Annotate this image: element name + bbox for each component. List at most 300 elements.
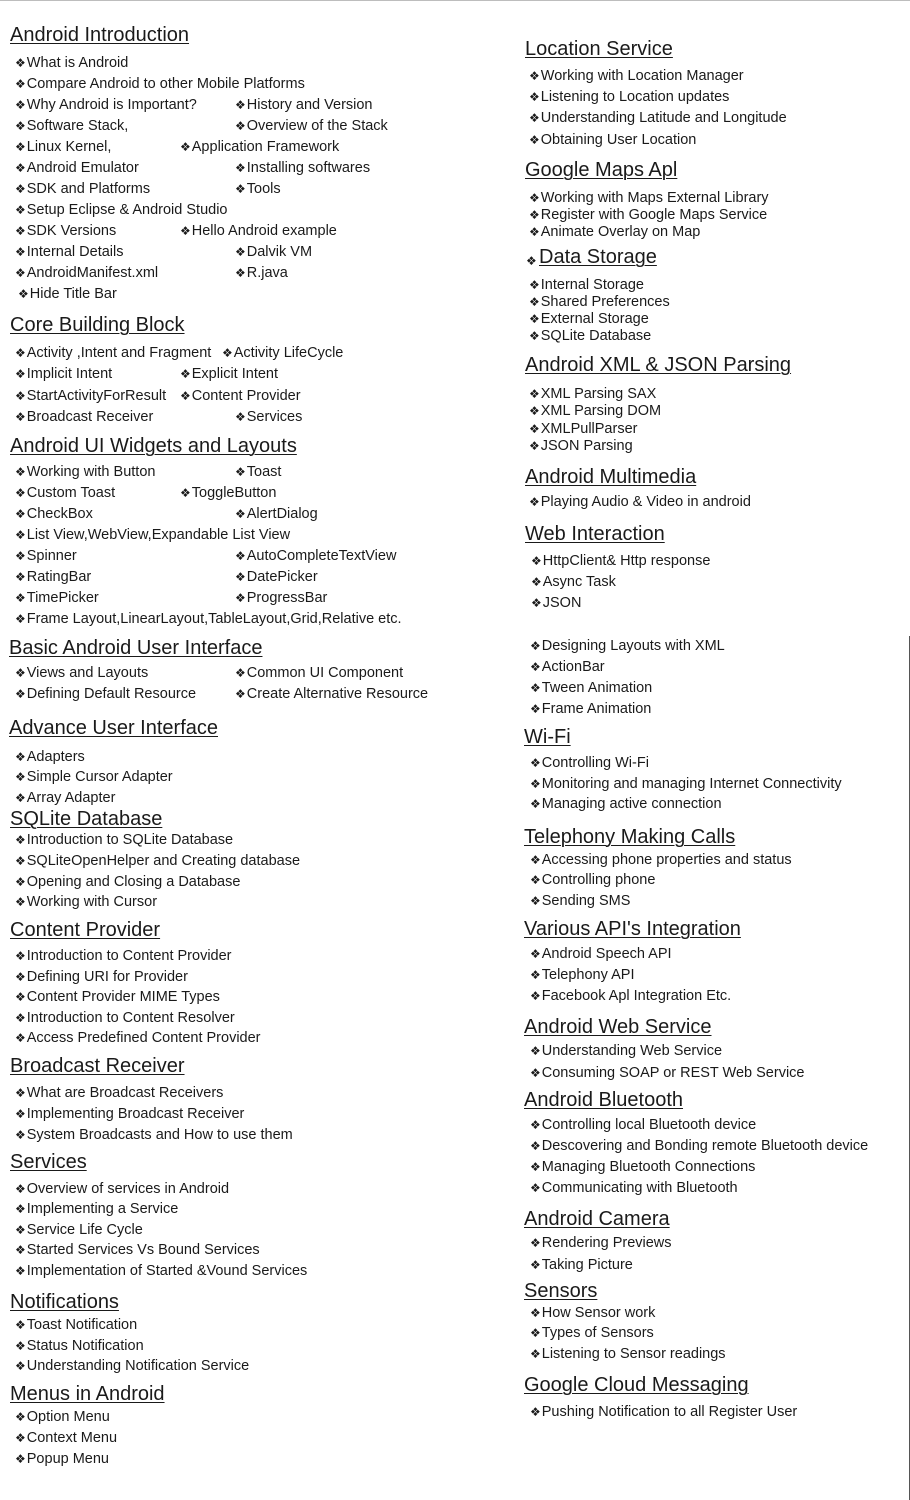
topic-item [530, 1137, 868, 1155]
topic-label: Hello Android example [191, 223, 337, 239]
topic-item [235, 505, 318, 523]
topic-label: Descovering and Bonding remote Bluetooth device [541, 1138, 869, 1154]
section-heading: Content Provider [10, 919, 161, 941]
topic-item [531, 573, 616, 591]
bullet-icon: ❖ [15, 507, 26, 521]
bullet-icon: ❖ [15, 1452, 26, 1466]
bullet-icon: ❖ [15, 119, 26, 133]
bullet-icon: ❖ [15, 266, 26, 280]
topic-label: Animate Overlay on Map [540, 224, 701, 240]
topic-item [530, 987, 731, 1005]
topic-label: History and Version [246, 97, 373, 113]
bullet-icon: ❖ [235, 410, 246, 424]
topic-label: XML Parsing SAX [540, 386, 657, 402]
topic-item [15, 589, 99, 607]
topic-label: AlertDialog [246, 506, 318, 522]
section-heading: Telephony Making Calls [524, 826, 736, 848]
topic-item [15, 547, 77, 565]
topic-item [529, 493, 751, 511]
bullet-icon: ❖ [530, 1066, 541, 1080]
topic-item [15, 408, 153, 426]
topic-label: Working with Location Manager [540, 68, 744, 84]
bullet-icon: ❖ [529, 439, 540, 453]
topic-item [529, 67, 744, 85]
bullet-icon: ❖ [235, 570, 246, 584]
bullet-icon: ❖ [180, 224, 191, 238]
topic-label: Content Provider [191, 388, 301, 404]
bullet-icon: ❖ [15, 224, 26, 238]
topic-label: JSON Parsing [540, 438, 633, 454]
topic-item [530, 795, 722, 813]
topic-item [180, 387, 301, 405]
bullet-icon: ❖ [15, 1182, 26, 1196]
topic-label: Why Android is Important? [26, 97, 197, 113]
topic-label: Activity ,Intent and Fragment [26, 345, 212, 361]
topic-label: Telephony API [541, 967, 635, 983]
topic-label: TimePicker [26, 590, 99, 606]
topic-item [15, 1126, 293, 1144]
bullet-icon: ❖ [15, 528, 26, 542]
topic-item [530, 637, 725, 655]
bullet-icon: ❖ [15, 687, 26, 701]
topic-label: Introduction to Content Provider [26, 948, 232, 964]
topic-label: Service Life Cycle [26, 1222, 143, 1238]
topic-item [529, 402, 661, 420]
section-heading: Wi-Fi [524, 726, 571, 748]
topic-label: Software Stack, [26, 118, 129, 134]
topic-item [235, 180, 281, 198]
bullet-icon: ❖ [529, 422, 540, 436]
bullet-icon: ❖ [529, 133, 540, 147]
topic-item [530, 754, 649, 772]
topic-item [530, 1256, 633, 1274]
bullet-icon: ❖ [531, 575, 542, 589]
topic-label: What is Android [26, 55, 129, 71]
bullet-icon: ❖ [15, 161, 26, 175]
topic-label: Understanding Latitude and Longitude [540, 110, 787, 126]
section-heading: Notifications [10, 1291, 119, 1313]
topic-item [529, 385, 656, 403]
topic-item [15, 96, 197, 114]
topic-label: SDK Versions [26, 223, 117, 239]
topic-item [15, 610, 402, 628]
topic-item [15, 1105, 244, 1123]
top-divider [0, 0, 910, 1]
topic-label: AndroidManifest.xml [26, 265, 159, 281]
topic-item [15, 365, 112, 383]
topic-item [529, 293, 670, 311]
topic-item [180, 138, 339, 156]
bullet-icon: ❖ [530, 1405, 541, 1419]
topic-label: SDK and Platforms [26, 181, 151, 197]
bullet-icon: ❖ [15, 1243, 26, 1257]
topic-item [529, 420, 637, 438]
section-heading: Android UI Widgets and Layouts [10, 435, 297, 457]
topic-item [235, 243, 312, 261]
topic-item [15, 344, 211, 362]
topic-item [15, 1337, 144, 1355]
section-heading: Google Cloud Messaging [524, 1374, 749, 1396]
topic-label: Managing Bluetooth Connections [541, 1159, 756, 1175]
topic-label: Hide Title Bar [29, 286, 117, 302]
bullet-icon: ❖ [530, 947, 541, 961]
bullet-icon: ❖ [235, 549, 246, 563]
bullet-icon: ❖ [15, 1318, 26, 1332]
topic-label: Opening and Closing a Database [26, 874, 241, 890]
bullet-icon: ❖ [15, 140, 26, 154]
topic-label: R.java [246, 265, 288, 281]
bullet-icon: ❖ [529, 387, 540, 401]
section-heading: Google Maps Apl [525, 159, 678, 181]
topic-label: SQLiteOpenHelper and Creating database [26, 853, 301, 869]
bullet-icon: ❖ [15, 203, 26, 217]
bullet-icon: ❖ [15, 612, 26, 626]
topic-item [15, 484, 115, 502]
topic-item [15, 387, 166, 405]
bullet-icon: ❖ [530, 1258, 541, 1272]
bullet-icon: ❖ [15, 854, 26, 868]
topic-item [530, 775, 842, 793]
topic-label: Understanding Web Service [541, 1043, 723, 1059]
topic-label: Controlling phone [541, 872, 656, 888]
bullet-icon: ❖ [530, 1160, 541, 1174]
topic-item [530, 679, 652, 697]
topic-item [235, 117, 388, 135]
bullet-icon: ❖ [15, 346, 26, 360]
bullet-icon: ❖ [235, 98, 246, 112]
bullet-icon: ❖ [15, 486, 26, 500]
topic-item [235, 264, 288, 282]
section-heading: Android Web Service [524, 1016, 712, 1038]
topic-item [15, 138, 111, 156]
topic-label: Facebook Apl Integration Etc. [541, 988, 732, 1004]
topic-item [235, 589, 327, 607]
bullet-icon: ❖ [15, 410, 26, 424]
topic-label: Tween Animation [541, 680, 653, 696]
topic-item [530, 892, 630, 910]
topic-item [15, 1357, 249, 1375]
bullet-icon: ❖ [529, 404, 540, 418]
section-heading: Menus in Android [10, 1383, 165, 1405]
topic-label: Status Notification [26, 1338, 144, 1354]
topic-item [530, 700, 651, 718]
section-heading: Android Multimedia [525, 466, 697, 488]
bullet-icon: ❖ [529, 495, 540, 509]
topic-item [235, 159, 370, 177]
topic-item [529, 327, 651, 345]
topic-label: Managing active connection [541, 796, 722, 812]
bullet-icon: ❖ [530, 873, 541, 887]
bullet-icon: ❖ [15, 182, 26, 196]
topic-item [15, 893, 157, 911]
bullet-icon: ❖ [180, 367, 191, 381]
bullet-icon: ❖ [235, 266, 246, 280]
topic-item [222, 344, 343, 362]
topic-label: Rendering Previews [541, 1235, 672, 1251]
topic-label: Toast [246, 464, 282, 480]
topic-label: StartActivityForResult [26, 388, 167, 404]
topic-item [15, 748, 85, 766]
bullet-icon: ❖ [530, 660, 541, 674]
topic-label: Popup Menu [26, 1451, 109, 1467]
topic-label: Implementation of Started &Vound Services [26, 1263, 308, 1279]
bullet-icon: ❖ [531, 554, 542, 568]
section-heading: Android Introduction [10, 24, 190, 46]
topic-item [529, 189, 769, 207]
topic-item [530, 1234, 672, 1252]
topic-label: Frame Animation [541, 701, 652, 717]
bullet-icon: ❖ [15, 465, 26, 479]
topic-item [529, 276, 644, 294]
topic-label: Obtaining User Location [540, 132, 697, 148]
topic-label: Installing softwares [246, 160, 371, 176]
topic-item [15, 1200, 178, 1218]
topic-item [180, 484, 276, 502]
topic-label: Register with Google Maps Service [540, 207, 768, 223]
section-heading: Android Camera [524, 1208, 670, 1230]
bullet-icon: ❖ [15, 875, 26, 889]
topic-item [15, 873, 240, 891]
topic-label: Taking Picture [541, 1257, 633, 1273]
bullet-icon: ❖ [15, 77, 26, 91]
topic-label: Internal Storage [540, 277, 644, 293]
section-heading: Sensors [524, 1280, 598, 1302]
topic-label: Views and Layouts [26, 665, 149, 681]
bullet-icon: ❖ [530, 639, 541, 653]
topic-label: Android Speech API [541, 946, 672, 962]
bullet-icon: ❖ [235, 666, 246, 680]
topic-label: Defining Default Resource [26, 686, 197, 702]
topic-item [15, 159, 139, 177]
section-heading: Location Service [525, 38, 673, 60]
topic-item [235, 664, 403, 682]
topic-item [235, 685, 428, 703]
bullet-icon: ❖ [15, 1128, 26, 1142]
topic-item [15, 968, 188, 986]
topic-item [15, 1450, 109, 1468]
topic-item [15, 526, 290, 544]
bullet-icon: ❖ [15, 591, 26, 605]
topic-item [235, 547, 396, 565]
topic-item [530, 658, 605, 676]
bullet-icon: ❖ [530, 1118, 541, 1132]
bullet-icon: ❖ [530, 756, 541, 770]
bullet-icon: ❖ [180, 389, 191, 403]
topic-label: Services [246, 409, 303, 425]
topic-label: External Storage [540, 311, 649, 327]
bullet-icon: ❖ [15, 1031, 26, 1045]
bullet-icon: ❖ [235, 591, 246, 605]
bullet-icon: ❖ [18, 287, 29, 301]
bullet-icon: ❖ [15, 990, 26, 1004]
bullet-icon: ❖ [526, 254, 537, 268]
topic-label: Implicit Intent [26, 366, 113, 382]
topic-item [531, 594, 581, 612]
bullet-icon: ❖ [15, 1086, 26, 1100]
topic-item [180, 222, 337, 240]
topic-label: Implementing Broadcast Receiver [26, 1106, 245, 1122]
topic-label: Broadcast Receiver [26, 409, 154, 425]
bullet-icon: ❖ [530, 1347, 541, 1361]
topic-item [15, 852, 300, 870]
topic-label: JSON [542, 595, 582, 611]
bullet-icon: ❖ [15, 1431, 26, 1445]
bullet-icon: ❖ [530, 1139, 541, 1153]
topic-label: XML Parsing DOM [540, 403, 662, 419]
topic-item [529, 223, 700, 241]
topic-label: Working with Maps External Library [540, 190, 769, 206]
bullet-icon: ❖ [530, 968, 541, 982]
topic-label: Simple Cursor Adapter [26, 769, 173, 785]
topic-item [15, 180, 150, 198]
topic-label: Playing Audio & Video in android [540, 494, 751, 510]
topic-item [15, 1029, 261, 1047]
bullet-icon: ❖ [529, 329, 540, 343]
bullet-icon: ❖ [15, 367, 26, 381]
bullet-icon: ❖ [15, 98, 26, 112]
topic-item [530, 1064, 805, 1082]
section-heading: Broadcast Receiver [10, 1055, 185, 1077]
topic-label: Async Task [542, 574, 616, 590]
topic-item [15, 685, 196, 703]
topic-item [15, 75, 305, 93]
topic-label: Pushing Notification to all Register User [541, 1404, 798, 1420]
bullet-icon: ❖ [15, 895, 26, 909]
topic-label: Option Menu [26, 1409, 110, 1425]
topic-item [235, 463, 281, 481]
bullet-icon: ❖ [530, 797, 541, 811]
topic-item [15, 1009, 235, 1027]
topic-item [530, 1345, 726, 1363]
bullet-icon: ❖ [15, 770, 26, 784]
topic-label: Linux Kernel, [26, 139, 112, 155]
section-heading: Basic Android User Interface [9, 637, 263, 659]
topic-label: Sending SMS [541, 893, 631, 909]
topic-item [530, 1304, 655, 1322]
section-heading: Advance User Interface [9, 717, 218, 739]
topic-label: Introduction to SQLite Database [26, 832, 234, 848]
topic-item [15, 463, 155, 481]
bullet-icon: ❖ [235, 161, 246, 175]
topic-label: Listening to Sensor readings [541, 1346, 726, 1362]
topic-item [530, 851, 792, 869]
bullet-icon: ❖ [15, 949, 26, 963]
topic-item [180, 365, 278, 383]
topic-item [15, 988, 220, 1006]
bullet-icon: ❖ [15, 56, 26, 70]
topic-label: CheckBox [26, 506, 93, 522]
topic-label: Implementing a Service [26, 1201, 179, 1217]
bullet-icon: ❖ [15, 1264, 26, 1278]
topic-label: Understanding Notification Service [26, 1358, 250, 1374]
topic-label: ActionBar [541, 659, 605, 675]
bullet-icon: ❖ [529, 90, 540, 104]
bullet-icon: ❖ [15, 791, 26, 805]
topic-label: Toast Notification [26, 1317, 138, 1333]
topic-item [529, 109, 787, 127]
topic-item [15, 243, 123, 261]
bullet-icon: ❖ [15, 1359, 26, 1373]
bullet-icon: ❖ [180, 140, 191, 154]
bullet-icon: ❖ [235, 245, 246, 259]
bullet-icon: ❖ [15, 1410, 26, 1424]
topic-label: Communicating with Bluetooth [541, 1180, 738, 1196]
bullet-icon: ❖ [15, 1011, 26, 1025]
topic-label: Accessing phone properties and status [541, 852, 792, 868]
bullet-icon: ❖ [15, 549, 26, 563]
topic-label: Working with Button [26, 464, 156, 480]
bullet-icon: ❖ [235, 465, 246, 479]
topic-label: XMLPullParser [540, 421, 638, 437]
topic-item [235, 408, 302, 426]
topic-label: Listening to Location updates [540, 89, 730, 105]
bullet-icon: ❖ [530, 1181, 541, 1195]
bullet-icon: ❖ [530, 1326, 541, 1340]
topic-item [530, 1116, 756, 1134]
topic-item [15, 201, 227, 219]
bullet-icon: ❖ [15, 1107, 26, 1121]
topic-item [15, 117, 128, 135]
topic-item [235, 96, 373, 114]
bullet-icon: ❖ [235, 507, 246, 521]
bullet-icon: ❖ [235, 182, 246, 196]
topic-item [530, 966, 634, 984]
topic-item [531, 552, 710, 570]
bullet-icon: ❖ [530, 894, 541, 908]
topic-label: Working with Cursor [26, 894, 158, 910]
topic-item [15, 54, 128, 72]
topic-label: Spinner [26, 548, 77, 564]
topic-label: RatingBar [26, 569, 92, 585]
topic-item [15, 264, 158, 282]
bullet-icon: ❖ [15, 666, 26, 680]
topic-label: Activity LifeCycle [233, 345, 344, 361]
bullet-icon: ❖ [529, 111, 540, 125]
topic-item [15, 789, 115, 807]
bullet-icon: ❖ [15, 833, 26, 847]
bullet-icon: ❖ [529, 295, 540, 309]
section-heading: Web Interaction [525, 523, 665, 545]
bullet-icon: ❖ [15, 570, 26, 584]
topic-item [530, 1403, 797, 1421]
topic-item [15, 1262, 307, 1280]
topic-item [529, 131, 696, 149]
topic-label: Consuming SOAP or REST Web Service [541, 1065, 805, 1081]
topic-label: Array Adapter [26, 790, 116, 806]
bullet-icon: ❖ [180, 486, 191, 500]
bullet-icon: ❖ [15, 750, 26, 764]
topic-label: Access Predefined Content Provider [26, 1030, 261, 1046]
bullet-icon: ❖ [530, 1044, 541, 1058]
topic-item [530, 945, 672, 963]
bullet-icon: ❖ [530, 681, 541, 695]
bullet-icon: ❖ [530, 853, 541, 867]
topic-label: Context Menu [26, 1430, 118, 1446]
topic-label: How Sensor work [541, 1305, 656, 1321]
bullet-icon: ❖ [15, 1202, 26, 1216]
section-heading: SQLite Database [10, 808, 163, 830]
topic-item [530, 1158, 755, 1176]
bullet-icon: ❖ [529, 191, 540, 205]
topic-label: Dalvik VM [246, 244, 313, 260]
topic-label: Controlling Wi-Fi [541, 755, 649, 771]
section-heading: Data Storage [539, 246, 657, 268]
topic-label: Designing Layouts with XML [541, 638, 725, 654]
bullet-icon: ❖ [530, 1236, 541, 1250]
section-heading: Android XML & JSON Parsing [525, 354, 792, 376]
topic-item [15, 568, 91, 586]
bullet-icon: ❖ [235, 687, 246, 701]
